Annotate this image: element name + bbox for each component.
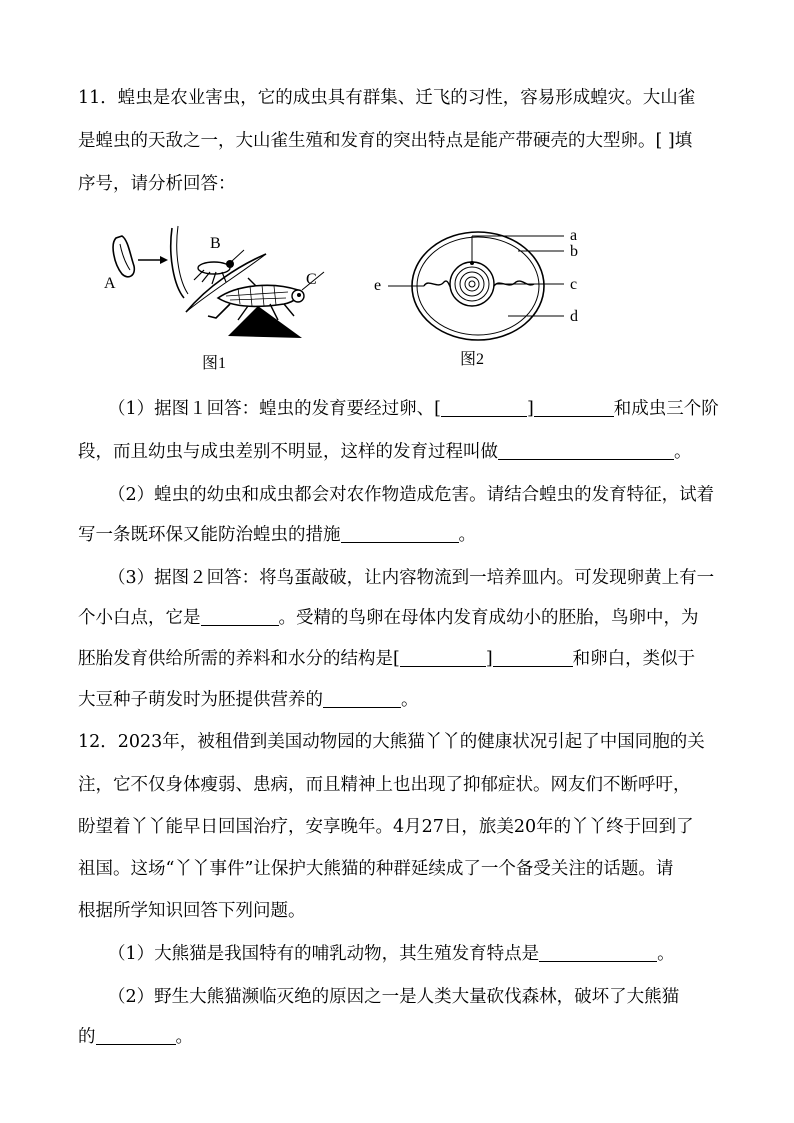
q12-line-2: 注，它不仅身体瘦弱、患病，而且精神上也出现了抑郁症状。网友们不断呼吁， <box>78 775 691 795</box>
fig2-label-c: c <box>570 276 578 293</box>
egg-yolk-icon <box>450 261 494 306</box>
q12-p1-text-b: 。 <box>657 944 675 964</box>
fig2-label-d: d <box>570 308 578 325</box>
q11-p1-text-a: （1）据图１回答：蝗虫的发育要经过卵、[ <box>108 399 441 419</box>
rock-base <box>228 306 302 338</box>
locust-nymph-icon <box>194 250 244 284</box>
answer-blank-stage-letter[interactable] <box>441 398 527 417</box>
fig2-label-b: b <box>570 243 578 260</box>
answer-blank-structure-letter[interactable] <box>400 648 486 667</box>
q11-p1-line-1 <box>108 397 719 421</box>
q11-p1-text-c: 段，而且幼虫与成虫差别不明显，这样的发育过程叫做 <box>78 442 498 462</box>
q11-p1-text-b: 和成虫三个阶 <box>613 399 719 419</box>
q12-p2-line-1: （2）野生大熊猫濒临灭绝的原因之一是人类大量砍伐森林，破坏了大熊猫 <box>108 987 680 1007</box>
q11-p1-text-d: 。 <box>674 442 692 462</box>
locust-development-figure <box>98 216 338 376</box>
answer-blank-reproduction-feature[interactable] <box>539 943 657 962</box>
q11-p2-text-a: 写一条既环保又能防治蝗虫的措施 <box>78 525 341 545</box>
fig2-label-a: a <box>570 227 578 244</box>
q12-p1-text-a: （1）大熊猫是我国特有的哺乳动物，其生殖发育特点是 <box>108 944 540 964</box>
q11-p1-line-2 <box>78 440 692 464</box>
fig1-caption: 图1 <box>202 355 227 372</box>
locust-egg-icon <box>113 236 134 277</box>
q11-p3-bracket: ] <box>485 649 493 669</box>
q11-p3-line-2 <box>78 606 699 630</box>
q11-line-3: 序号，请分析回答： <box>78 174 236 194</box>
q11-p3-text-d: 和卵白，类似于 <box>572 649 696 669</box>
answer-blank-white-spot[interactable] <box>201 607 279 626</box>
q12-p1-line <box>108 942 675 966</box>
q11-p3-line-4 <box>78 688 419 712</box>
q11-p3-line-1: （3）据图２回答：将鸟蛋敲破，让内容物流到一培养皿内。可发现卵黄上有一 <box>108 568 715 588</box>
answer-blank-habitat[interactable] <box>96 1026 176 1045</box>
q11-p1-bracket: ] <box>526 399 534 419</box>
fig1-label-b: B <box>210 235 221 252</box>
fig2-caption: 图2 <box>460 351 485 368</box>
fig2-label-e: e <box>374 277 382 294</box>
answer-blank-bean-structure[interactable] <box>323 689 401 708</box>
q11-p3-text-f: 。 <box>401 690 419 710</box>
q12-p2-text-b: 。 <box>175 1027 193 1047</box>
q11-p3-text-b: 。受精的鸟卵在母体内发育成幼小的胚胎，鸟卵中，为 <box>278 608 699 628</box>
q11-p2-line-1: （2）蝗虫的幼虫和成虫都会对农作物造成危害。请结合蝗虫的发育特征，试着 <box>108 485 715 505</box>
q11-p2-text-b: 。 <box>458 525 476 545</box>
q12-p2-text-a: 的 <box>78 1027 96 1047</box>
q11-p3-text-c: 胚胎发育供给所需的养料和水分的结构是[ <box>78 649 400 669</box>
q11-p3-text-e: 大豆种子萌发时为胚提供营养的 <box>78 690 323 710</box>
q11-p3-text-a: 个小白点，它是 <box>78 608 201 628</box>
q11-line-1: 11．蝗虫是农业害虫，它的成虫具有群集、迁飞的习性，容易形成蝗灾。大山雀 <box>78 88 696 108</box>
q11-p2-line-2 <box>78 523 476 547</box>
answer-blank-structure-name[interactable] <box>493 648 573 667</box>
q12-p2-line-2 <box>78 1025 193 1049</box>
bird-egg-figure <box>368 216 600 376</box>
fig1-label-c: C <box>306 271 317 288</box>
answer-blank-development-type[interactable] <box>498 441 674 460</box>
q12-line-1: 12．2023年，被租借到美国动物园的大熊猫丫丫的健康状况引起了中国同胞的关 <box>78 732 705 752</box>
q12-line-3: 盼望着丫丫能早日回国治疗，安享晚年。4月27日，旅美20年的丫丫终于回到了 <box>78 817 694 837</box>
answer-blank-control-measure[interactable] <box>341 524 459 543</box>
q12-line-5: 根据所学知识回答下列问题。 <box>78 901 306 921</box>
q12-line-4: 祖国。这场“丫丫事件”让保护大熊猫的种群延续成了一个备受关注的话题。请 <box>78 859 674 879</box>
q11-line-2: 是蝗虫的天敌之一，大山雀生殖和发育的突出特点是能产带硬壳的大型卵。[ ]填 <box>78 131 693 151</box>
fig1-label-a: A <box>104 275 116 292</box>
answer-blank-stage-name[interactable] <box>534 398 614 417</box>
q11-p3-line-3 <box>78 647 695 671</box>
